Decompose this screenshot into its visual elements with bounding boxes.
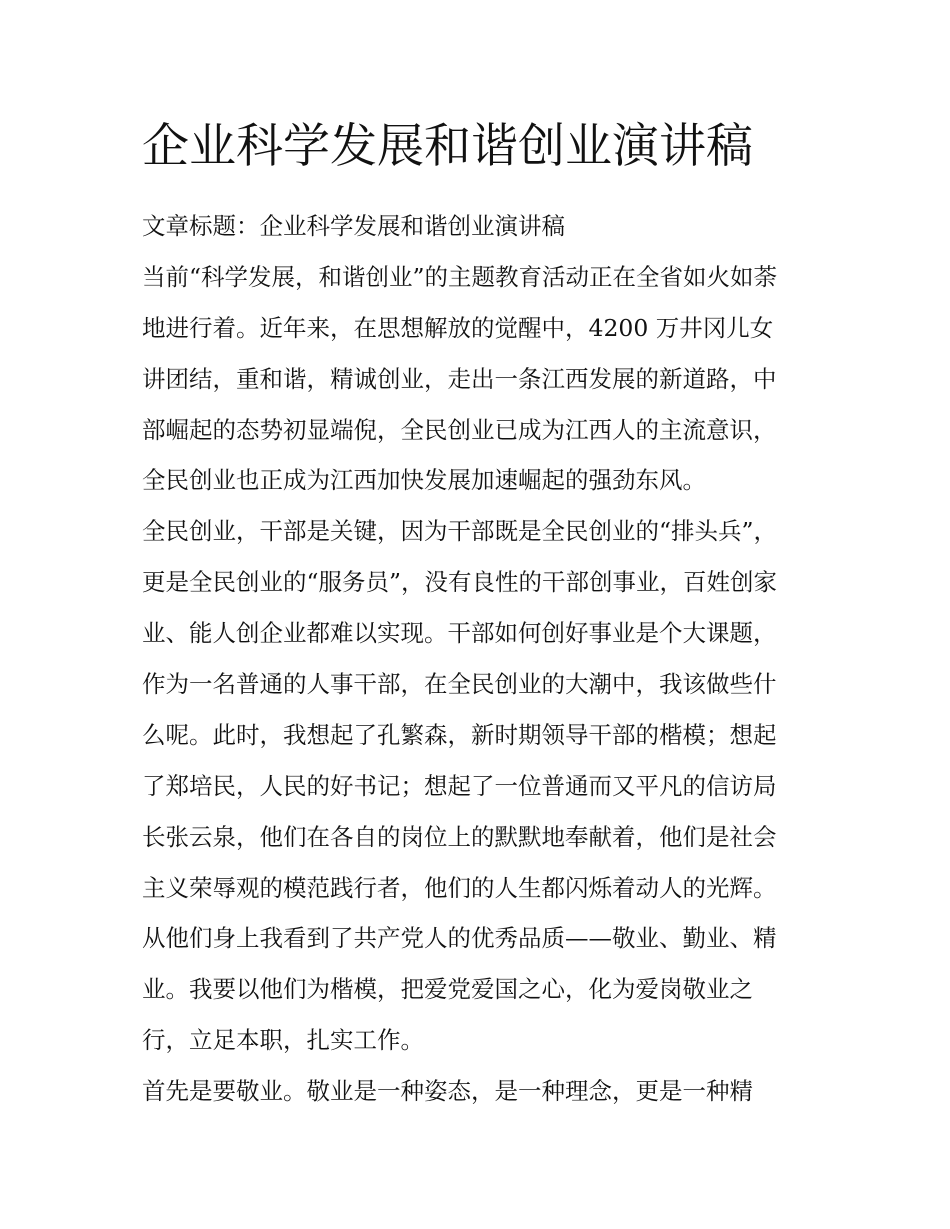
- document-body: [142, 201, 814, 1117]
- body-line: 首先是要敬业。敬业是一种姿态，是一种理念，更是一种精: [142, 1077, 753, 1106]
- body-line: 行，立足本职，扎实工作。: [142, 1026, 424, 1055]
- body-line: 地进行着。近年来，在思想解放的觉醒中，4200 万井冈儿女: [142, 313, 774, 342]
- body-line: 全民创业也正成为江西加快发展加速崛起的强劲东风。: [142, 466, 706, 495]
- body-line: 业。我要以他们为楷模，把爱党爱国之心，化为爱岗敬业之: [142, 975, 753, 1004]
- body-line: 主义荣辱观的模范践行者，他们的人生都闪烁着动人的光辉。: [142, 873, 777, 902]
- body-line: 么呢。此时，我想起了孔繁森，新时期领导干部的楷模；想起: [142, 720, 777, 749]
- document-title: 企业科学发展和谐创业演讲稿: [142, 119, 753, 174]
- body-line: 当前“科学发展，和谐创业”的主题教育活动正在全省如火如荼: [142, 262, 778, 291]
- body-line: 业、能人创企业都难以实现。干部如何创好事业是个大课题，: [142, 619, 777, 648]
- body-line: 了郑培民，人民的好书记；想起了一位普通而又平凡的信访局: [142, 771, 777, 800]
- body-line: 全民创业，干部是关键，因为干部既是全民创业的“排头兵”，: [142, 517, 778, 546]
- body-line: 部崛起的态势初显端倪，全民创业已成为江西人的主流意识，: [142, 415, 777, 444]
- body-line: 长张云泉，他们在各自的岗位上的默默地奉献着，他们是社会: [142, 822, 777, 851]
- body-line: 讲团结，重和谐，精诚创业，走出一条江西发展的新道路，中: [142, 364, 777, 393]
- body-line: 文章标题：企业科学发展和谐创业演讲稿: [142, 212, 565, 240]
- body-line: 从他们身上我看到了共产党人的优秀品质——敬业、勤业、精: [142, 924, 777, 953]
- body-line: 作为一名普通的人事干部，在全民创业的大潮中，我该做些什: [142, 670, 777, 699]
- body-line: 更是全民创业的“服务员”，没有良性的干部创事业，百姓创家: [142, 568, 778, 597]
